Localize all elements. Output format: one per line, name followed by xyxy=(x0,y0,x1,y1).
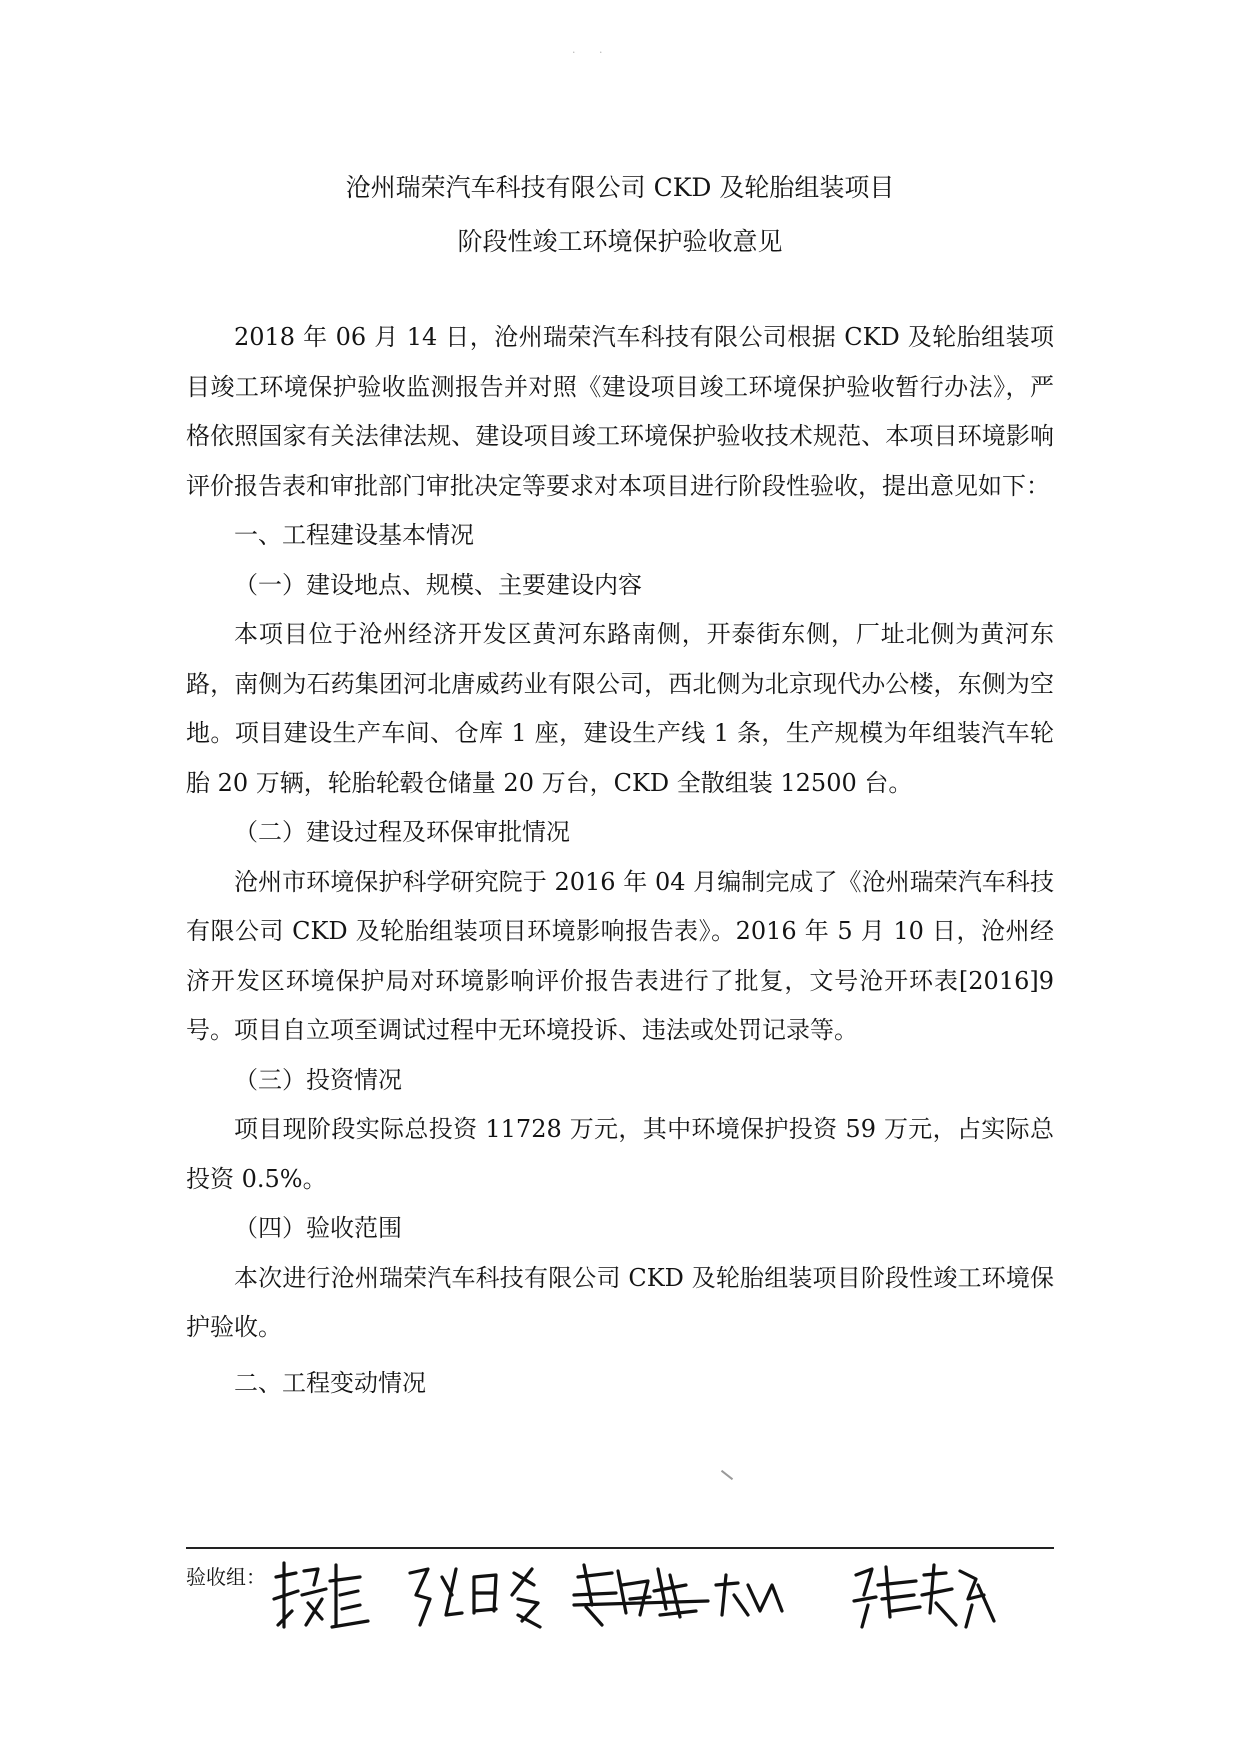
signature-4 xyxy=(854,1565,994,1627)
signature-footer xyxy=(186,1547,1054,1637)
section1-sub4-text: 本次进行沧州瑞荣汽车科技有限公司 CKD 及轮胎组装项目阶段性竣工环境保护验收。 xyxy=(186,1263,1054,1341)
signatures-drawing xyxy=(256,1555,1056,1635)
section1-heading: 一、工程建设基本情况 xyxy=(234,521,474,549)
signature-2 xyxy=(410,1569,540,1627)
section1-sub2-heading: （二）建设过程及环保审批情况 xyxy=(234,818,570,846)
scan-artifact: · · xyxy=(572,46,613,59)
section1-sub3-text: 项目现阶段实际总投资 11728 万元，其中环境保护投资 59 万元，占实际总投资 0.5%。 xyxy=(186,1115,1054,1193)
signature-3 xyxy=(574,1565,782,1625)
signature-1 xyxy=(274,1563,368,1627)
section1-sub2-text: 沧州市环境保护科学研究院于 2016 年 04 月编制完成了《沧州瑞荣汽车科技有限公司 CKD 及轮胎组装项目环境影响报告表》。2016 年 5 月 10 日，沧州经济开发区环境保护局对环境影响评价报告表进行了批复，文号沧开环表[2016]9 号。项目自立项至调试过程中无环境投诉、违法或处罚记录等。 xyxy=(186,867,1054,1044)
document-title-line2: 阶段性竣工环境保护验收意见 xyxy=(457,227,783,256)
handwritten-signatures xyxy=(256,1555,1056,1635)
document-title-line1: 沧州瑞荣汽车科技有限公司 CKD 及轮胎组装项目 xyxy=(345,173,895,202)
intro-paragraph: 2018 年 06 月 14 日，沧州瑞荣汽车科技有限公司根据 CKD 及轮胎组装项目竣工环境保护验收监测报告并对照《建设项目竣工环境保护验收暂行办法》，严格依照国家有关法律法规、建设项目竣工环境保护验收技术规范、本项目环境影响评价报告表和审批部门审批决定等要求对本项目进行阶段性验收，提出意见如下： xyxy=(186,323,1054,500)
section2-heading: 二、工程变动情况 xyxy=(234,1368,426,1397)
section1-sub3-heading: （三）投资情况 xyxy=(234,1065,402,1094)
document-body xyxy=(186,313,1054,1408)
section1-sub1-text: 本项目位于沧州经济开发区黄河东路南侧，开泰街东侧，厂址北侧为黄河东路，南侧为石药集团河北唐威药业有限公司，西北侧为北京现代办公楼，东侧为空地。项目建设生产车间、仓库 1 座，建设生产线 1 条，生产规模为年组装汽车轮胎 20 万辆，轮胎轮毂仓储量 20 万台，CKD 全散组装 12500 台。 xyxy=(186,620,1054,797)
stray-pen-mark xyxy=(721,1470,733,1480)
footer-rule xyxy=(186,1547,1054,1549)
footer-label: 验收组： xyxy=(186,1565,266,1589)
section1-sub4-heading: （四）验收范围 xyxy=(234,1214,402,1242)
section1-sub1-heading: （一）建设地点、规模、主要建设内容 xyxy=(234,570,642,599)
